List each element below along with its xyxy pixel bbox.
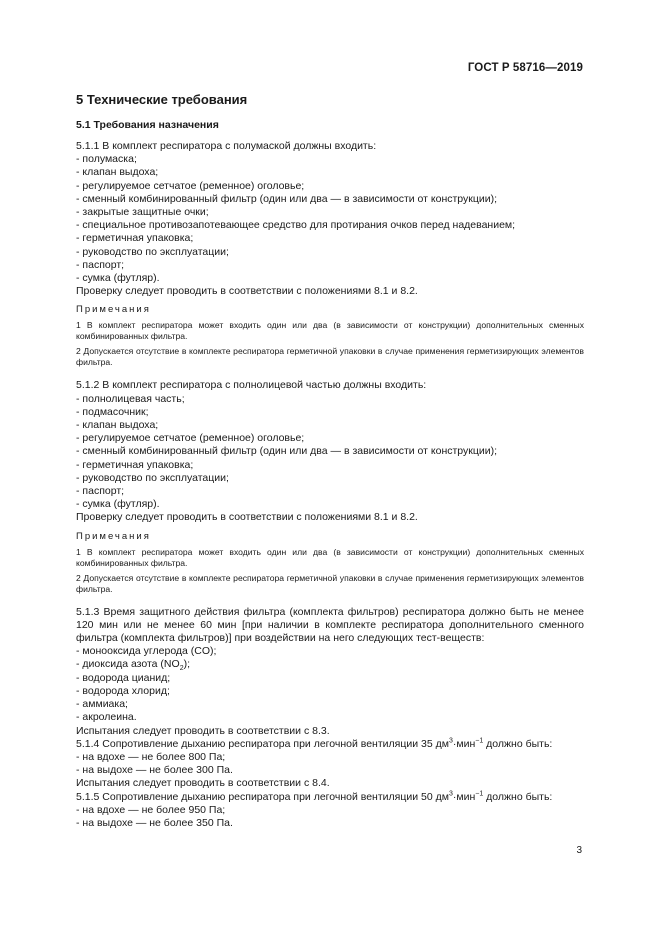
note-2: 2 Допускается отсутствие в комплекте респиратора герметичной упаковки в случае применения герметизирующих элементов фильтра. xyxy=(76,572,584,594)
list-item: - клапан выдоха; xyxy=(76,166,159,179)
list-item: - сменный комбинированный фильтр (один или два — в зависимости от конструкции); xyxy=(76,192,498,205)
clause-5-1-4-check: Испытания следует проводить в соответствии с 8.4. xyxy=(76,777,330,790)
list-item: - водорода хлорид; xyxy=(76,684,170,697)
clause-5-1-2-intro: 5.1.2 В комплект респиратора с полнолицевой частью должны входить: xyxy=(76,379,427,392)
list-item: - герметичная упаковка; xyxy=(76,458,194,471)
clause-5-1-1-list xyxy=(76,153,584,285)
list-item: - подмасочник; xyxy=(76,405,149,418)
list-item: - аммиака; xyxy=(76,698,128,711)
list-item: - полумаска; xyxy=(76,153,137,166)
clause-5-1-2-list xyxy=(76,393,584,512)
list-item: - на вдохе — не более 800 Па; xyxy=(76,750,226,763)
clause-5-1-5-list xyxy=(76,804,584,830)
list-item: - паспорт; xyxy=(76,258,125,271)
list-item: - руководство по эксплуатации; xyxy=(76,471,229,484)
clause-5-1-4-list xyxy=(76,751,584,777)
list-item: - паспорт; xyxy=(76,485,125,498)
clause-5-1-1-intro: 5.1.1 В комплект респиратора с полумаской должны входить: xyxy=(76,140,377,152)
list-item: - сумка (футляр). xyxy=(76,498,160,511)
clause-5-1-2-check: Проверку следует проводить в соответствии с положениями 8.1 и 8.2. xyxy=(76,511,418,524)
list-item: - закрытые защитные очки; xyxy=(76,206,209,219)
list-item: - диоксида азота $(NO_2)$; xyxy=(76,658,191,673)
list-item: - на вдохе — не более 950 Па; xyxy=(76,803,226,816)
list-item: - монооксида углерода (CO); xyxy=(76,645,217,658)
list-item: - полнолицевая часть; xyxy=(76,392,185,405)
page-content xyxy=(76,92,584,830)
page-number: 3 xyxy=(576,845,582,856)
list-item: - на выдохе — не более 350 Па. xyxy=(76,816,233,829)
subsection-title: 5.1 Требования назначения xyxy=(76,119,219,131)
note-1: 1 В комплект респиратора может входить один или два (в зависимости от конструкции) дополнительных сменных комбинированных фильтра. xyxy=(76,546,584,568)
clause-5-1-3-intro: 5.1.3 Время защитного действия фильтра (комплекта фильтров) респиратора должно быть не менее 120 мин или не менее 60 мин [при наличии в комплекте респиратора дополнительного сменного фильтра (комплекта фильтров)] при воздействии на него следующих тест-веществ: xyxy=(76,605,584,645)
list-item: - регулируемое сетчатое (ременное) оголовье; xyxy=(76,432,305,445)
list-item: - клапан выдоха; xyxy=(76,419,159,432)
notes-heading: Примечания xyxy=(76,304,151,316)
list-item: - акролеина. xyxy=(76,711,137,724)
list-item: - специальное противозапотевающее средство для протирания очков перед надеванием; xyxy=(76,219,516,232)
clause-5-1-5-intro: 5.1.5 Сопротивление дыханию респиратора при легочной вентиляции 50 $дм^3\cdot мин^{-1}$ должно быть: xyxy=(76,790,553,803)
notes-heading: Примечания xyxy=(76,530,151,542)
list-item: - сменный комбинированный фильтр (один или два — в зависимости от конструкции); xyxy=(76,445,498,458)
note-2: 2 Допускается отсутствие в комплекте респиратора герметичной упаковки в случае применения герметизирующих элементов фильтра. xyxy=(76,346,584,368)
clause-5-1-3-check: Испытания следует проводить в соответствии с 8.3. xyxy=(76,724,330,737)
list-item: - руководство по эксплуатации; xyxy=(76,245,229,258)
note-1: 1 В комплект респиратора может входить один или два (в зависимости от конструкции) дополнительных сменных комбинированных фильтра. xyxy=(76,320,584,342)
clause-5-1-3-list xyxy=(76,645,584,724)
list-item: - на выдохе — не более 300 Па. xyxy=(76,764,233,777)
list-item: - сумка (футляр). xyxy=(76,272,160,285)
list-item: - водорода цианид; xyxy=(76,671,171,684)
document-code: ГОСТ Р 58716—2019 xyxy=(467,62,583,74)
clause-5-1-1-check: Проверку следует проводить в соответствии с положениями 8.1 и 8.2. xyxy=(76,285,418,298)
clause-5-1-4-intro: 5.1.4 Сопротивление дыханию респиратора при легочной вентиляции 35 $дм^3\cdot мин^{-1}$ должно быть: xyxy=(76,737,553,750)
list-item: - регулируемое сетчатое (ременное) оголовье; xyxy=(76,179,305,192)
list-item: - герметичная упаковка; xyxy=(76,232,194,245)
section-title: 5 Технические требования xyxy=(76,92,248,107)
